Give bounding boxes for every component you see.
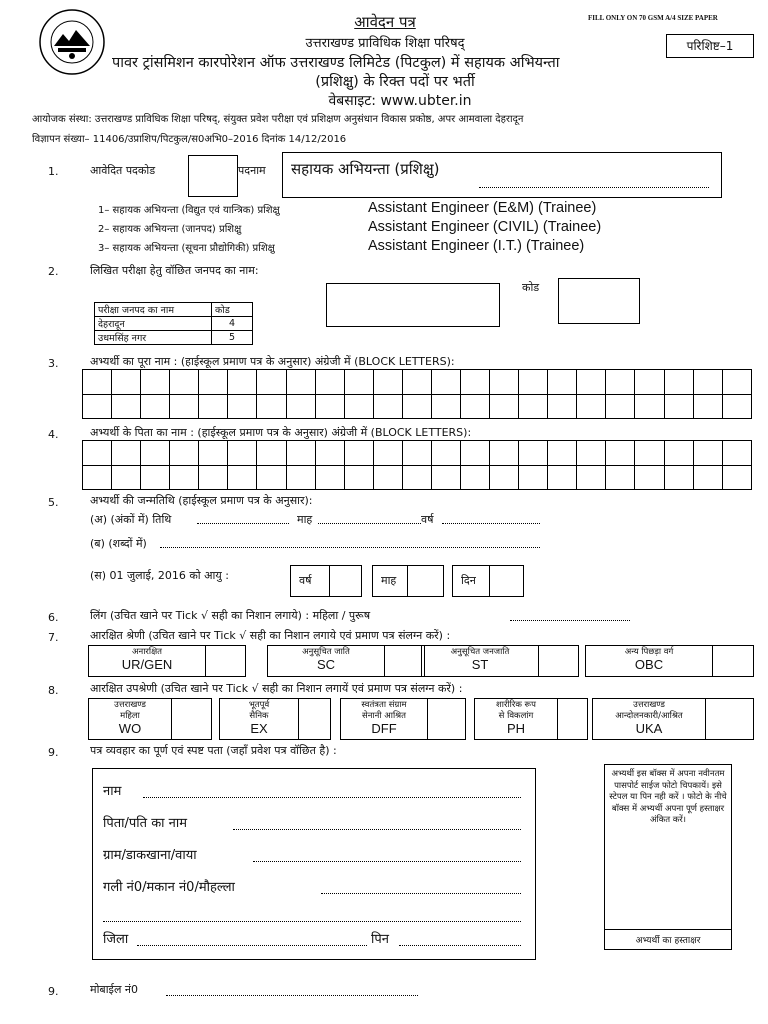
letter-cell[interactable] xyxy=(431,441,460,466)
category-label: आरक्षित श्रेणी (उचित खाने पर Tick √ सही का निशान लगाये एवं प्रमाण पत्र संलग्न करें) : xyxy=(90,629,451,642)
letter-cell[interactable] xyxy=(286,370,315,395)
letter-cell[interactable] xyxy=(402,370,431,395)
post-name-line xyxy=(479,187,709,188)
letter-cell[interactable] xyxy=(490,465,519,490)
letter-cell[interactable] xyxy=(112,441,141,466)
letter-cell[interactable] xyxy=(548,394,577,419)
addr-extra-line[interactable] xyxy=(103,921,521,922)
category-label: अन्य पिछड़ा वर्ग OBC xyxy=(586,646,713,676)
letter-cell[interactable] xyxy=(606,394,635,419)
dob-month-label: माह xyxy=(297,513,313,526)
post-option-1: Assistant Engineer (E&M) (Trainee) xyxy=(368,200,597,216)
letter-cell[interactable] xyxy=(257,465,286,490)
mobile-line[interactable] xyxy=(166,995,418,996)
council-logo xyxy=(38,8,106,76)
letter-cell[interactable] xyxy=(693,394,722,419)
letter-cell[interactable] xyxy=(461,370,490,395)
category-label: अनारक्षित UR/GEN xyxy=(89,646,206,676)
post-code-label: आवेदित पदकोड xyxy=(90,164,156,177)
letter-cell[interactable] xyxy=(664,394,693,419)
letter-cell[interactable] xyxy=(722,394,751,419)
q4-number: 4. xyxy=(48,428,59,441)
letter-cell[interactable] xyxy=(286,394,315,419)
letter-cell[interactable] xyxy=(664,465,693,490)
addr-district-label: जिला xyxy=(103,932,129,947)
mobile-label: मोबाईल नं0 xyxy=(90,983,139,996)
website: वेबसाइट: www.ubter.in xyxy=(328,93,472,109)
letter-cell[interactable] xyxy=(83,465,112,490)
letter-cell[interactable] xyxy=(83,394,112,419)
category-label: अनुसूचित जाति SC xyxy=(268,646,385,676)
code-label: कोड xyxy=(522,281,540,294)
letter-cell[interactable] xyxy=(722,441,751,466)
q2-number: 2. xyxy=(48,265,59,278)
addr-street-label: गली नं0/मकान नं0/मौहल्ला xyxy=(103,880,235,895)
district-label: लिखित परीक्षा हेतु वॉछित जनपद का नाम: xyxy=(90,264,259,277)
letter-cell[interactable] xyxy=(373,370,402,395)
addr-father-label: पिता/पति का नाम xyxy=(103,816,188,831)
council-name: उत्तराखण्ड प्राविधिक शिक्षा परिषद् xyxy=(305,36,465,51)
letter-cell[interactable] xyxy=(490,394,519,419)
letter-cell[interactable] xyxy=(286,465,315,490)
letter-cell[interactable] xyxy=(402,465,431,490)
addr-village-line[interactable] xyxy=(253,861,521,862)
category-option-sc[interactable] xyxy=(267,645,425,677)
letter-cell[interactable] xyxy=(228,441,257,466)
letter-cell[interactable] xyxy=(344,441,373,466)
signature-label: अभ्यर्थी का हस्ताक्षर xyxy=(635,936,701,946)
address-label: पत्र व्यवहार का पूर्ण एवं स्पष्ट पता (जहाँ प्रवेश पत्र वॉछित है) : xyxy=(90,744,337,757)
letter-cell[interactable] xyxy=(635,465,664,490)
q10-number: 9. xyxy=(48,985,59,998)
letter-cell[interactable] xyxy=(199,441,228,466)
addr-pin-line[interactable] xyxy=(399,945,521,946)
advertisement-number: विज्ञापन संख्या– 11406/उप्राशिप/पिटकुल/स0अभि0–2016 दिनांक 14/12/2016 xyxy=(32,134,347,145)
gender-label: लिंग (उचित खाने पर Tick √ सही का निशान लगाये) : महिला / पुरूष xyxy=(90,609,371,622)
category-option-obc[interactable] xyxy=(585,645,754,677)
q5-number: 5. xyxy=(48,496,59,509)
letter-cell[interactable] xyxy=(141,441,170,466)
subcategory-label: उत्तराखण्ड आन्दोलनकारी/आश्रित UKA xyxy=(593,699,706,739)
letter-cell[interactable] xyxy=(373,394,402,419)
district-row-code: 4 xyxy=(212,317,253,331)
subcategory-option-dff[interactable] xyxy=(340,698,466,740)
letter-cell[interactable] xyxy=(664,441,693,466)
subcategory-label: भूतपूर्व सैनिक EX xyxy=(220,699,299,739)
district-row-name: उधमसिंह नगर xyxy=(95,331,212,345)
letter-cell[interactable] xyxy=(344,465,373,490)
addr-name-label: नाम xyxy=(103,784,122,799)
letter-cell[interactable] xyxy=(373,465,402,490)
subcategory-option-wo[interactable] xyxy=(88,698,212,740)
district-table-header: कोड xyxy=(212,303,253,317)
dob-month-line[interactable] xyxy=(318,523,421,524)
addr-district-line[interactable] xyxy=(137,945,367,946)
q7-number: 7. xyxy=(48,631,59,644)
letter-cell[interactable] xyxy=(228,370,257,395)
letter-cell[interactable] xyxy=(170,465,199,490)
letter-cell[interactable] xyxy=(402,441,431,466)
letter-cell[interactable] xyxy=(315,465,344,490)
letter-cell[interactable] xyxy=(83,441,112,466)
photo-instructions: अभ्यर्थी इस बॉक्स में अपना नवीनतम पासपोर्ट साईज फोटो चिपकायें। इसे स्टेपल या पिन नही करें । फोटो के नीचे बॉक्स में अभ्यर्थी अपना पूर्ण हस्ताक्षर अंकित करें। xyxy=(609,769,727,826)
letter-cell[interactable] xyxy=(199,394,228,419)
letter-cell[interactable] xyxy=(315,441,344,466)
letter-cell[interactable] xyxy=(373,441,402,466)
dob-year-line[interactable] xyxy=(442,523,540,524)
letter-cell[interactable] xyxy=(257,370,286,395)
letter-cell[interactable] xyxy=(519,394,548,419)
letter-cell[interactable] xyxy=(344,394,373,419)
letter-cell[interactable] xyxy=(141,394,170,419)
letter-cell[interactable] xyxy=(228,394,257,419)
letter-cell[interactable] xyxy=(141,465,170,490)
letter-cell[interactable] xyxy=(635,394,664,419)
letter-cell[interactable] xyxy=(431,465,460,490)
letter-cell[interactable] xyxy=(170,370,199,395)
letter-cell[interactable] xyxy=(257,441,286,466)
post-name-label: पदनाम xyxy=(238,164,266,177)
addr-father-line[interactable] xyxy=(233,829,521,830)
letter-cell[interactable] xyxy=(286,441,315,466)
post-code-box[interactable] xyxy=(188,155,238,197)
subcategory-option-ex[interactable] xyxy=(219,698,331,740)
letter-cell[interactable] xyxy=(199,370,228,395)
full-name-grid[interactable] xyxy=(82,369,752,419)
subcategory-label: शारीरिक रूप से विकलांग PH xyxy=(475,699,558,739)
letter-cell[interactable] xyxy=(344,370,373,395)
letter-cell[interactable] xyxy=(257,394,286,419)
district-row-code: 5 xyxy=(212,331,253,345)
letter-cell[interactable] xyxy=(664,370,693,395)
addr-street-line[interactable] xyxy=(321,893,521,894)
letter-cell[interactable] xyxy=(635,370,664,395)
letter-cell[interactable] xyxy=(693,441,722,466)
letter-cell[interactable] xyxy=(577,370,606,395)
category-option-st[interactable] xyxy=(421,645,579,677)
letter-cell[interactable] xyxy=(693,370,722,395)
letter-cell[interactable] xyxy=(315,394,344,419)
gender-line[interactable] xyxy=(510,620,630,621)
dob-year-label: वर्ष xyxy=(421,513,434,526)
full-name-label: अभ्यर्थी का पूरा नाम : (हाईस्कूल प्रमाण पत्र के अनुसार) अंग्रेजी में (BLOCK LETTERS): xyxy=(90,355,455,368)
letter-cell[interactable] xyxy=(606,370,635,395)
letter-cell[interactable] xyxy=(693,465,722,490)
q6-number: 6. xyxy=(48,611,59,624)
letter-cell[interactable] xyxy=(548,441,577,466)
q9-number: 9. xyxy=(48,746,59,759)
letter-cell[interactable] xyxy=(431,394,460,419)
letter-cell[interactable] xyxy=(519,465,548,490)
q3-number: 3. xyxy=(48,357,59,370)
paper-size-note: FILL ONLY ON 70 GSM A/4 SIZE PAPER xyxy=(588,14,718,22)
dob-words-label: (ब) (शब्दों में) xyxy=(90,537,147,550)
age-label: (स) 01 जुलाई, 2016 को आयु : xyxy=(90,569,229,582)
letter-cell[interactable] xyxy=(490,370,519,395)
dob-day-line[interactable] xyxy=(197,523,289,524)
subcategory-label: स्वतंत्रता संग्राम सेनानी आश्रित DFF xyxy=(341,699,428,739)
corporation-line: पावर ट्रांसमिशन कारपोरेशन ऑफ उत्तराखण्ड लिमिटेड (पिटकुल) में सहायक अभियन्ता xyxy=(112,55,560,71)
posts-line: (प्रशिक्षु) के रिक्त पदों पर भर्ती xyxy=(315,74,475,90)
letter-cell[interactable] xyxy=(112,370,141,395)
letter-cell[interactable] xyxy=(170,394,199,419)
dob-label: अभ्यर्थी की जन्मतिथि (हाईस्कूल प्रमाण पत्र के अनुसार): xyxy=(90,494,313,507)
father-name-grid[interactable] xyxy=(82,440,752,490)
category-option-ur-gen[interactable] xyxy=(88,645,246,677)
district-name-box[interactable] xyxy=(326,283,500,327)
letter-cell[interactable] xyxy=(548,465,577,490)
letter-cell[interactable] xyxy=(577,465,606,490)
letter-cell[interactable] xyxy=(606,441,635,466)
letter-cell[interactable] xyxy=(228,465,257,490)
letter-cell[interactable] xyxy=(315,370,344,395)
post-name-box[interactable] xyxy=(282,152,722,198)
letter-cell[interactable] xyxy=(722,465,751,490)
letter-cell[interactable] xyxy=(141,370,170,395)
letter-cell[interactable] xyxy=(577,441,606,466)
letter-cell[interactable] xyxy=(606,465,635,490)
appendix-box: परिशिष्ट–1 xyxy=(666,34,754,58)
age-days-box[interactable]: दिन xyxy=(452,565,524,597)
letter-cell[interactable] xyxy=(519,441,548,466)
district-row-name: देहरादून xyxy=(95,317,212,331)
addr-pin-label: पिन xyxy=(371,932,389,947)
letter-cell[interactable] xyxy=(519,370,548,395)
district-table xyxy=(94,302,253,345)
subcategory-option-ph[interactable] xyxy=(474,698,588,740)
addr-name-line[interactable] xyxy=(143,797,521,798)
letter-cell[interactable] xyxy=(83,370,112,395)
letter-cell[interactable] xyxy=(577,394,606,419)
letter-cell[interactable] xyxy=(461,465,490,490)
photo-box[interactable] xyxy=(604,764,732,950)
subcategory-label: उत्तराखण्ड महिला WO xyxy=(89,699,172,739)
category-label: अनुसूचित जनजाति ST xyxy=(422,646,539,676)
post-option-2: Assistant Engineer (CIVIL) (Trainee) xyxy=(368,219,602,235)
post-name-value: सहायक अभियन्ता (प्रशिक्षु) xyxy=(291,160,440,178)
letter-cell[interactable] xyxy=(461,441,490,466)
subcategory-label: आरक्षित उपश्रेणी (उचित खाने पर Tick √ सही का निशान लगायें एवं प्रमाण पत्र संलग्न करें) : xyxy=(90,682,463,695)
age-months-box[interactable]: माह xyxy=(372,565,444,597)
q1-number: 1. xyxy=(48,165,59,178)
dob-words-line[interactable] xyxy=(160,547,540,548)
post-option-3: Assistant Engineer (I.T.) (Trainee) xyxy=(368,238,585,254)
letter-cell[interactable] xyxy=(461,394,490,419)
district-code-box[interactable] xyxy=(558,278,640,324)
letter-cell[interactable] xyxy=(722,370,751,395)
letter-cell[interactable] xyxy=(112,394,141,419)
age-years-box[interactable]: वर्ष xyxy=(290,565,362,597)
q8-number: 8. xyxy=(48,684,59,697)
father-name-label: अभ्यर्थी के पिता का नाम : (हाईस्कूल प्रमाण पत्र के अनुसार) अंग्रेजी में (BLOCK LETTERS): xyxy=(90,426,472,439)
letter-cell[interactable] xyxy=(199,465,228,490)
letter-cell[interactable] xyxy=(402,394,431,419)
letter-cell[interactable] xyxy=(112,465,141,490)
district-table-header: परीक्षा जनपद का नाम xyxy=(95,303,212,317)
letter-cell[interactable] xyxy=(490,441,519,466)
form-title: आवेदन पत्र xyxy=(354,13,416,31)
letter-cell[interactable] xyxy=(635,441,664,466)
post-options: 1– सहायक अभियन्ता (विद्युत एवं यान्त्रिक) प्रशिक्षु Assistant Engineer (E&M) (Trainee) 2– सहायक अभियन्ता (जानपद) प्रशिक्षु Assistant Engineer (CIVIL) (Trainee) 3– सहायक अभियन्ता (सूचना प्रौद्योगिकी) प्रशिक्षु Assistant Engineer (I.T.) (Trainee) xyxy=(98,200,602,254)
letter-cell[interactable] xyxy=(170,441,199,466)
subcategory-option-uka[interactable] xyxy=(592,698,754,740)
dob-digits-label: (अ) (अंकों में) तिथि xyxy=(90,513,172,526)
letter-cell[interactable] xyxy=(431,370,460,395)
organizer-line: आयोजक संस्था: उत्तराखण्ड प्राविधिक शिक्षा परिषद्, संयुक्त प्रवेश परीक्षा एवं प्रशिक्षण अनुसंधान विकास प्रकोष्ठ, अपर आमवाला देहरादून xyxy=(32,114,524,125)
addr-village-label: ग्राम/डाकखाना/वाया xyxy=(103,848,197,863)
letter-cell[interactable] xyxy=(548,370,577,395)
address-box[interactable] xyxy=(92,768,536,960)
